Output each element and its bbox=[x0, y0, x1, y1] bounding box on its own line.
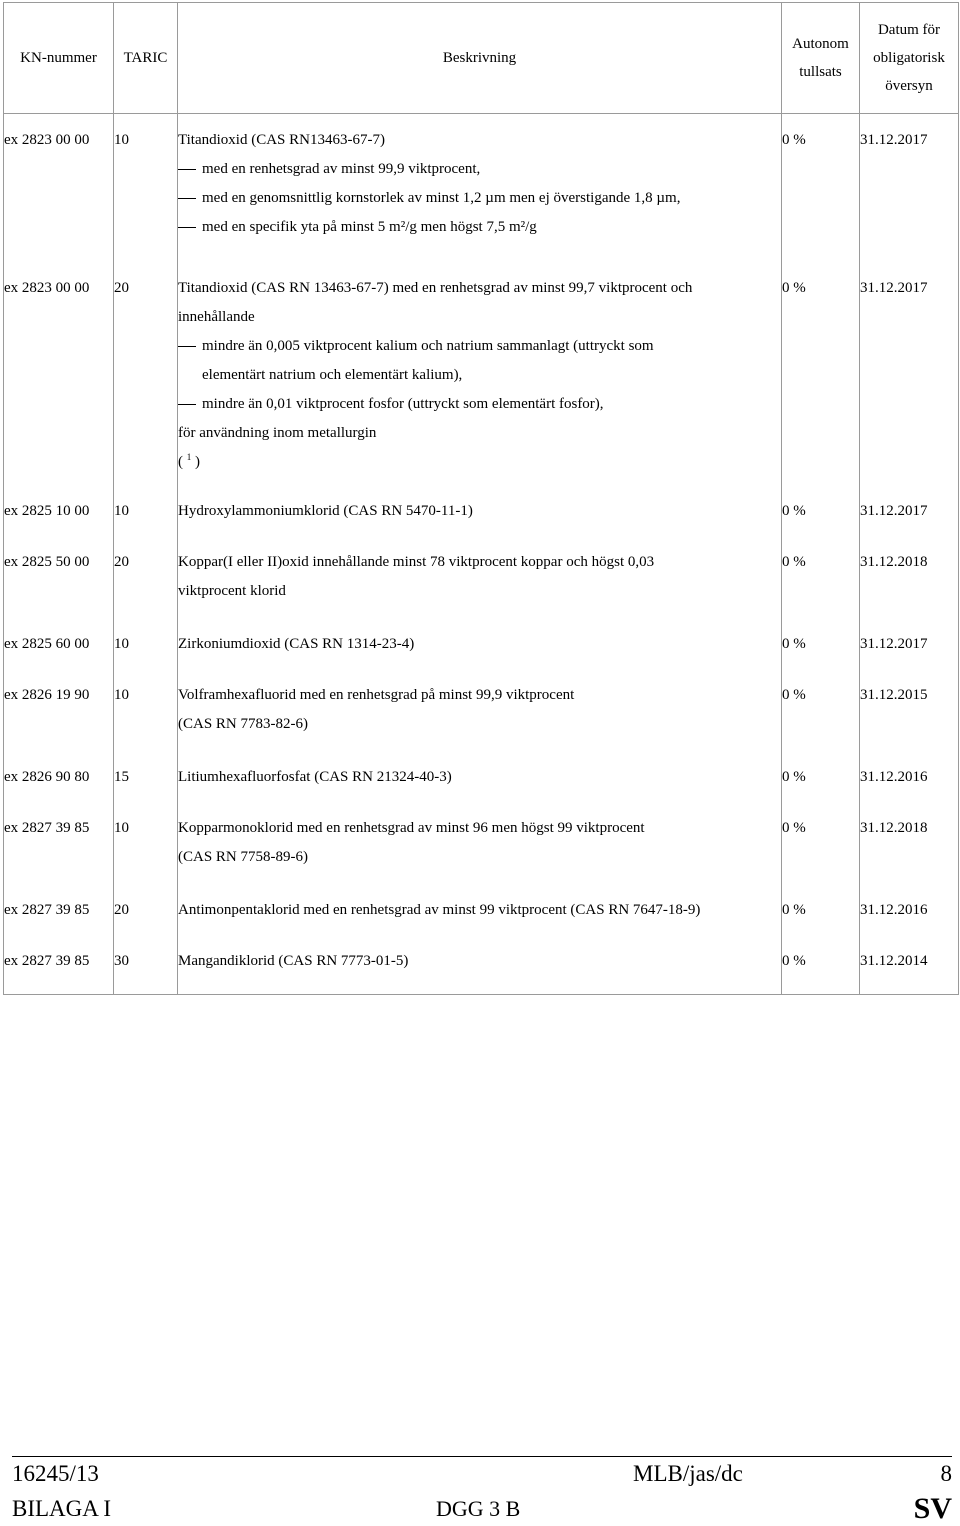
review-date-cell bbox=[860, 669, 959, 751]
duty-rate-cell bbox=[782, 114, 860, 263]
duty-rate-cell-text: 0 % bbox=[782, 554, 806, 570]
table-row bbox=[4, 618, 959, 669]
description-cell bbox=[178, 751, 782, 802]
duty-rate-cell bbox=[782, 751, 860, 802]
dash-mark bbox=[178, 346, 196, 347]
taric-cell-text: 15 bbox=[114, 769, 129, 785]
description-cell bbox=[178, 802, 782, 884]
review-date-cell-text: 31.12.2017 bbox=[860, 132, 928, 148]
table-row bbox=[4, 802, 959, 884]
description-dash-line bbox=[178, 155, 781, 184]
description-line-text: Titandioxid (CAS RN13463-67-7) bbox=[178, 132, 385, 148]
review-date-cell bbox=[860, 485, 959, 536]
description-line bbox=[178, 303, 781, 332]
duty-rate-cell-text: 0 % bbox=[782, 503, 806, 519]
description-dash-line bbox=[178, 184, 781, 213]
review-date-cell bbox=[860, 618, 959, 669]
table-row bbox=[4, 884, 959, 935]
description-line bbox=[178, 681, 781, 710]
footer-initials: MLB/jas/dc bbox=[633, 1461, 743, 1486]
kn-number-cell bbox=[4, 935, 114, 995]
taric-cell bbox=[114, 751, 178, 802]
duty-rate-cell bbox=[782, 485, 860, 536]
description-line bbox=[178, 274, 781, 303]
footer-row-bottom bbox=[12, 1493, 952, 1525]
description-dash-line bbox=[178, 213, 781, 242]
footer-doc-number: 16245/13 bbox=[12, 1461, 99, 1486]
description-cell bbox=[178, 485, 782, 536]
review-date-cell bbox=[860, 751, 959, 802]
description-line bbox=[178, 497, 781, 526]
description-line bbox=[178, 577, 781, 606]
footnote-reference: ( $^1$ ) bbox=[178, 452, 200, 470]
review-date-cell-text: 31.12.2016 bbox=[860, 769, 928, 785]
description-line bbox=[178, 947, 781, 976]
table-row bbox=[4, 114, 959, 263]
kn-number-cell bbox=[4, 262, 114, 485]
taric-cell bbox=[114, 884, 178, 935]
description-line-text: mindre än 0,005 viktprocent kalium och natrium sammanlagt (uttryckt som bbox=[202, 338, 654, 354]
duty-rate-cell bbox=[782, 884, 860, 935]
description-line-text: Antimonpentaklorid med en renhetsgrad av minst 99 viktprocent (CAS RN 7647-18-9) bbox=[178, 902, 701, 918]
kn-number-cell-text: ex 2826 90 80 bbox=[4, 769, 90, 785]
kn-number-cell bbox=[4, 751, 114, 802]
duty-rate-cell-text: 0 % bbox=[782, 953, 806, 969]
kn-number-cell bbox=[4, 114, 114, 263]
description-cell bbox=[178, 114, 782, 263]
kn-number-cell-text: ex 2827 39 85 bbox=[4, 820, 90, 836]
description-line-text: Volframhexafluorid med en renhetsgrad på minst 99,9 viktprocent bbox=[178, 687, 575, 703]
taric-cell-text: 10 bbox=[114, 503, 129, 519]
description-line-text: viktprocent klorid bbox=[178, 583, 286, 599]
kn-number-cell bbox=[4, 802, 114, 884]
description-line bbox=[178, 814, 781, 843]
description-cell bbox=[178, 884, 782, 935]
header-autonom-tullsats: Autonom tullsats bbox=[782, 3, 860, 114]
kn-number-cell-text: ex 2825 10 00 bbox=[4, 503, 90, 519]
header-beskrivning: Beskrivning bbox=[178, 3, 782, 114]
description-line-text: Titandioxid (CAS RN 13463-67-7) med en renhetsgrad av minst 99,7 viktprocent och bbox=[178, 280, 693, 296]
table-header-row bbox=[4, 3, 959, 114]
description-line-text: Zirkoniumdioxid (CAS RN 1314-23-4) bbox=[178, 636, 415, 652]
description-line bbox=[178, 630, 781, 659]
header-taric: TARIC bbox=[114, 3, 178, 114]
duty-rate-cell-text: 0 % bbox=[782, 636, 806, 652]
description-cell bbox=[178, 536, 782, 618]
duty-rate-cell-text: 0 % bbox=[782, 769, 806, 785]
table-row bbox=[4, 751, 959, 802]
duty-rate-cell-text: 0 % bbox=[782, 132, 806, 148]
footer-row-top bbox=[12, 1459, 952, 1489]
kn-number-cell bbox=[4, 669, 114, 751]
description-line-text: Mangandiklorid (CAS RN 7773-01-5) bbox=[178, 953, 409, 969]
footer-language: SV bbox=[913, 1492, 952, 1525]
description-line bbox=[178, 126, 781, 155]
taric-cell bbox=[114, 536, 178, 618]
description-line bbox=[178, 548, 781, 577]
description-dash-line bbox=[178, 332, 781, 361]
table-row bbox=[4, 485, 959, 536]
description-dash-line bbox=[178, 390, 781, 419]
taric-cell-text: 20 bbox=[114, 902, 129, 918]
description-line bbox=[178, 710, 781, 739]
kn-number-cell-text: ex 2827 39 85 bbox=[4, 902, 90, 918]
description-line-text: elementärt natrium och elementärt kalium), bbox=[202, 367, 463, 383]
description-line-text: (CAS RN 7758-89-6) bbox=[178, 849, 308, 865]
description-line-text: Hydroxylammoniumklorid (CAS RN 5470-11-1) bbox=[178, 503, 473, 519]
description-line bbox=[178, 763, 781, 792]
description-line-text: Kopparmonoklorid med en renhetsgrad av minst 96 men högst 99 viktprocent bbox=[178, 820, 645, 836]
review-date-cell bbox=[860, 935, 959, 995]
description-continuation-line bbox=[178, 361, 781, 390]
duty-rate-cell bbox=[782, 669, 860, 751]
review-date-cell bbox=[860, 884, 959, 935]
dash-mark bbox=[178, 198, 196, 199]
kn-number-cell-text: ex 2826 19 90 bbox=[4, 687, 90, 703]
kn-number-cell bbox=[4, 536, 114, 618]
description-line-text: Litiumhexafluorfosfat (CAS RN 21324-40-3) bbox=[178, 769, 452, 785]
duty-rate-cell bbox=[782, 618, 860, 669]
duty-rate-cell-text: 0 % bbox=[782, 902, 806, 918]
footer-rule bbox=[12, 1456, 952, 1457]
duty-rate-cell-text: 0 % bbox=[782, 820, 806, 836]
kn-number-cell-text: ex 2825 60 00 bbox=[4, 636, 90, 652]
review-date-cell-text: 31.12.2017 bbox=[860, 636, 928, 652]
footer-dgg: DGG 3 B bbox=[436, 1496, 521, 1521]
header-datum-oversyn: Datum för obligatorisk översyn bbox=[860, 3, 959, 114]
table-row bbox=[4, 536, 959, 618]
duty-rate-cell bbox=[782, 935, 860, 995]
table-row bbox=[4, 262, 959, 485]
review-date-cell bbox=[860, 114, 959, 263]
review-date-cell-text: 31.12.2017 bbox=[860, 503, 928, 519]
review-date-cell bbox=[860, 536, 959, 618]
taric-cell bbox=[114, 114, 178, 263]
footer-annex: BILAGA I bbox=[12, 1496, 112, 1521]
kn-number-cell-text: ex 2823 00 00 bbox=[4, 132, 90, 148]
footer-page-number: 8 bbox=[940, 1461, 952, 1486]
description-cell bbox=[178, 935, 782, 995]
taric-cell bbox=[114, 485, 178, 536]
taric-cell-text: 30 bbox=[114, 953, 129, 969]
description-line-text: med en genomsnittlig kornstorlek av minst 1,2 µm men ej överstigande 1,8 µm, bbox=[202, 190, 681, 206]
description-line-text: Koppar(I eller II)oxid innehållande minst 78 viktprocent koppar och högst 0,03 bbox=[178, 554, 655, 570]
kn-number-cell bbox=[4, 618, 114, 669]
description-line-text: med en specifik yta på minst 5 m²/g men högst 7,5 m²/g bbox=[202, 219, 537, 235]
description-line-text: mindre än 0,01 viktprocent fosfor (uttryckt som elementärt fosfor), bbox=[202, 396, 604, 412]
taric-cell bbox=[114, 802, 178, 884]
taric-cell-text: 10 bbox=[114, 636, 129, 652]
table-row bbox=[4, 669, 959, 751]
description-line-text: (CAS RN 7783-82-6) bbox=[178, 716, 308, 732]
taric-cell-text: 10 bbox=[114, 820, 129, 836]
dash-mark bbox=[178, 404, 196, 405]
tariff-table bbox=[3, 2, 959, 995]
taric-cell-text: 20 bbox=[114, 554, 129, 570]
description-line bbox=[178, 843, 781, 872]
kn-number-cell bbox=[4, 485, 114, 536]
duty-rate-cell bbox=[782, 262, 860, 485]
description-cell bbox=[178, 669, 782, 751]
dash-mark bbox=[178, 169, 196, 170]
taric-cell-text: 10 bbox=[114, 687, 129, 703]
footnote-number: 1 bbox=[186, 452, 192, 462]
description-line bbox=[178, 419, 781, 448]
review-date-cell-text: 31.12.2015 bbox=[860, 687, 928, 703]
review-date-cell-text: 31.12.2014 bbox=[860, 953, 928, 969]
duty-rate-cell bbox=[782, 802, 860, 884]
description-cell bbox=[178, 618, 782, 669]
taric-cell bbox=[114, 618, 178, 669]
kn-number-cell-text: ex 2825 50 00 bbox=[4, 554, 90, 570]
review-date-cell bbox=[860, 262, 959, 485]
taric-cell-text: 10 bbox=[114, 132, 129, 148]
review-date-cell-text: 31.12.2016 bbox=[860, 902, 928, 918]
description-cell bbox=[178, 262, 782, 485]
taric-cell bbox=[114, 669, 178, 751]
duty-rate-cell-text: 0 % bbox=[782, 280, 806, 296]
taric-cell-text: 20 bbox=[114, 280, 129, 296]
review-date-cell-text: 31.12.2018 bbox=[860, 554, 928, 570]
kn-number-cell bbox=[4, 884, 114, 935]
description-line-text: för användning inom metallurgin bbox=[178, 425, 377, 441]
duty-rate-cell bbox=[782, 536, 860, 618]
review-date-cell-text: 31.12.2018 bbox=[860, 820, 928, 836]
review-date-cell-text: 31.12.2017 bbox=[860, 280, 928, 296]
review-date-cell bbox=[860, 802, 959, 884]
header-kn-nummer: KN-nummer bbox=[4, 3, 114, 114]
taric-cell bbox=[114, 262, 178, 485]
duty-rate-cell-text: 0 % bbox=[782, 687, 806, 703]
kn-number-cell-text: ex 2827 39 85 bbox=[4, 953, 90, 969]
dash-mark bbox=[178, 227, 196, 228]
description-line bbox=[178, 896, 781, 925]
kn-number-cell-text: ex 2823 00 00 bbox=[4, 280, 90, 296]
table-row bbox=[4, 935, 959, 995]
description-line-text: med en renhetsgrad av minst 99,9 viktprocent, bbox=[202, 161, 481, 177]
taric-cell bbox=[114, 935, 178, 995]
description-line-text: innehållande bbox=[178, 309, 255, 325]
